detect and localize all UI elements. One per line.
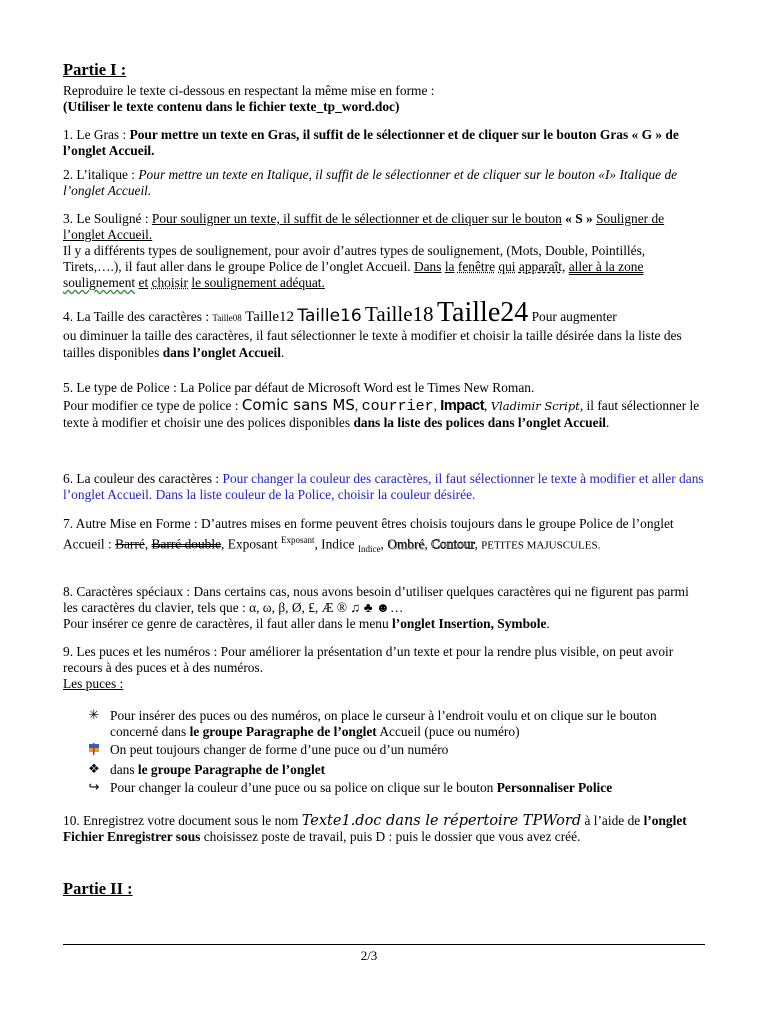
flag-icon (85, 742, 103, 761)
item1-prefix: 1. Le Gras : (63, 127, 130, 142)
subscript-sample: Indice (357, 544, 381, 555)
item3-underlined-1: Pour souligner un texte, il suffit de le sélectionner et de cliquer sur le bouton (151, 211, 562, 226)
item3-w6: aller à la zone (568, 259, 644, 274)
item-underline (63, 211, 705, 291)
item8-end: . (546, 616, 550, 631)
strike-sample: Barré (115, 536, 145, 552)
bullet-text (110, 780, 705, 796)
item2-prefix: 2. L’italique : (63, 167, 139, 182)
item10-rest: choisissez poste de travail, puis D : puis le dossier que vous avez créé. (200, 829, 581, 844)
asterisk-icon: ✳ (88, 708, 100, 723)
puces-label: Les puces : (63, 676, 124, 691)
item3-w7: soulignement (63, 275, 136, 290)
item6-blue-text: Pour changer la couleur des caractères, il faut sélectionner le texte à modifier et aller dans l’onglet Accueil. Dans la liste couleur de la Police, choisir la couleur désirée. (63, 471, 704, 502)
item-italic (63, 167, 705, 199)
item2-italic-text: Pour mettre un texte en Italique, il suffit de le sélectionner et de cliquer sur le bouton «I» Italique de l’onglet Accueil. (63, 167, 678, 198)
item9-line: 9. Les puces et les numéros : Pour améliorer la présentation d’un texte et pour la rendre plus visible, on peut avoir recours à des puces et à des numéros. (63, 644, 674, 675)
bullet-text (110, 762, 705, 778)
item-font: 5. Le type de Police : La Police par défaut de Microsoft Word est le Times New Roman. Pour modifier ce type de police : Comic sans MS, courrier, Impact, Vladimir Script, il faut sélectionner le texte à modifier et choisir une des polices disponibles dans la liste des polices dans l’onglet Accueil. (63, 380, 700, 430)
item1-bold-text: Pour mettre un texte en Gras, il suffit de le sélectionner et de cliquer sur le bouton Gras « G » de l’onglet Accueil. (63, 127, 679, 158)
bullet-text (110, 708, 705, 740)
item4-end: . (280, 345, 285, 360)
item8-line2-prefix: Pour insérer ce genre de caractères, il faut aller dans le menu (63, 616, 393, 631)
item4-prefix: 4. La Taille des caractères : (63, 309, 213, 324)
item3-w3: fenêtre (457, 259, 496, 274)
page-number: 2/3 (360, 948, 378, 963)
footer-divider (63, 944, 705, 945)
font-impact-sample: Impact (440, 397, 485, 414)
item-size (63, 297, 705, 361)
bullet-text-post: Accueil (puce ou numéro) (376, 724, 520, 739)
item8-line: 8. Caractères spéciaux : Dans certains cas, nous avons besoin d’utiliser quelques caractères qui ne figurent pas parmi les caractères du clavier, tels que : α, ω, β, Ø, ₤, Æ ® ♫ ♣ ☻… (63, 584, 689, 615)
item7-prefix: 7. Autre Mise en Forme : D’autres mises en forme peuvent êtres choisis toujours dans le groupe Police de l’onglet Accueil : (63, 516, 674, 552)
intro-line1: Reproduire le texte ci-dessous en respectant la même mise en forme : (63, 83, 435, 98)
item5-prefix: Pour modifier ce type de police : (63, 397, 242, 413)
font-courier-sample: courrier (361, 397, 434, 415)
exposant-label: Exposant (227, 536, 278, 552)
superscript-sample: Exposant (280, 535, 315, 545)
arrow-icon: ↪ (88, 780, 100, 795)
item3-prefix: 3. Le Souligné : (63, 211, 152, 226)
font-comic-sample: Comic sans MS (241, 395, 355, 414)
item3-w2: la (444, 259, 455, 274)
size-12-sample: Taille12 (245, 309, 295, 325)
item4-rest1: Pour augmenter (528, 309, 617, 324)
bullet-text-pre: Pour insérer des puces ou des numéros, on place le curseur à l’endroit voulu et on clique sur le bouton concerné dans (110, 708, 657, 739)
bullet-text-pre: On peut toujours changer de forme d’une puce ou d’un numéro (110, 742, 449, 757)
item-bullets-intro (63, 644, 705, 692)
item3-w4: qui (498, 259, 516, 274)
bullet-text-bold: le groupe Paragraphe de l’onglet (137, 762, 326, 777)
item6-prefix: 6. La couleur des caractères : (63, 471, 223, 486)
outline-sample: Contour (431, 536, 475, 552)
intro-line2: (Utiliser le texte contenu dans le fichier texte_tp_word.doc) (63, 99, 400, 114)
size-8-sample: Taille08 (212, 313, 242, 323)
item3-s-button: « S » (561, 211, 597, 226)
item3-w1: Dans (413, 259, 442, 274)
font-script-sample: Vladimir Script (490, 398, 580, 413)
item8-line2-bold: l’onglet Insertion, Symbole (392, 616, 547, 631)
item-other-format: 7. Autre Mise en Forme : D’autres mises en forme peuvent êtres choisis toujours dans le groupe Police de l’onglet Accueil : Barré, Barré double, Exposant $^{Exposant}$, Indice $_{Indice}$, Ombré, Contour, PETITES MAJUSCULES. (63, 516, 674, 555)
item5-end: . (606, 415, 610, 430)
item-special-chars (63, 584, 705, 632)
size-16-sample: Taille16 (297, 306, 362, 326)
size-24-sample: Taille24 (436, 297, 529, 328)
item4-bold: dans l’onglet Accueil (162, 345, 281, 360)
item5-line1: 5. Le type de Police : La Police par défaut de Microsoft Word est le Times New Roman. (63, 380, 535, 395)
item3-w8: et (138, 275, 149, 290)
diamond-icon: ❖ (88, 762, 100, 777)
item3-body: Il y a différents types de soulignement, pour avoir d’autres types de soulignement, (Mots, Double, Pointillés, Tirets,….), il faut aller dans le groupe Police de l’onglet Accueil. (63, 243, 646, 274)
item4-rest2: ou diminuer la taille des caractères, il faut sélectionner le texte à modifier et choisir la taille désirée dans la liste des tailles disponibles (63, 328, 682, 360)
item10-prefix: 10. Enregistrez votre document sous le nom (63, 813, 302, 828)
item10-mid: à l’aide de (581, 813, 644, 828)
item5-bold: dans la liste des polices dans l’onglet Accueil (353, 415, 607, 430)
item10-bold: l’onglet Fichier Enregistrer sous (63, 813, 687, 844)
partie2-title: Partie II : (63, 879, 133, 898)
item-bold (63, 127, 705, 159)
item-save (63, 813, 705, 845)
item3-w5: apparaît, (518, 259, 566, 274)
item5-rest: il faut sélectionner le texte à modifier et choisir une des polices disponibles (63, 397, 700, 430)
bullet-text-pre: dans (110, 762, 138, 777)
item3-w10: le soulignement adéquat. (191, 275, 325, 290)
bullet-text (110, 742, 705, 758)
bullet-text-pre: Pour changer la couleur d’une puce ou sa police on clique sur le bouton (110, 780, 497, 795)
bullet-text-bold: Personnaliser Police (496, 780, 613, 795)
item3-w9: choisir (151, 275, 188, 290)
partie1-title: Partie I : (63, 60, 127, 79)
item-color (63, 471, 705, 503)
shadow-sample: Ombré (387, 536, 425, 552)
bullet-text-bold: le groupe Paragraphe de l’onglet (189, 724, 377, 739)
item3-underlined-2: Souligner de l’onglet Accueil. (63, 211, 665, 242)
item10-italic: Texte1.doc dans le répertoire TPWord (301, 813, 582, 829)
double-strike-sample: Barré double (151, 536, 222, 552)
indice-label: Indice (321, 536, 355, 552)
size-18-sample: Taille18 (365, 302, 434, 326)
smallcaps-sample: PETITES MAJUSCULES. (481, 539, 601, 552)
